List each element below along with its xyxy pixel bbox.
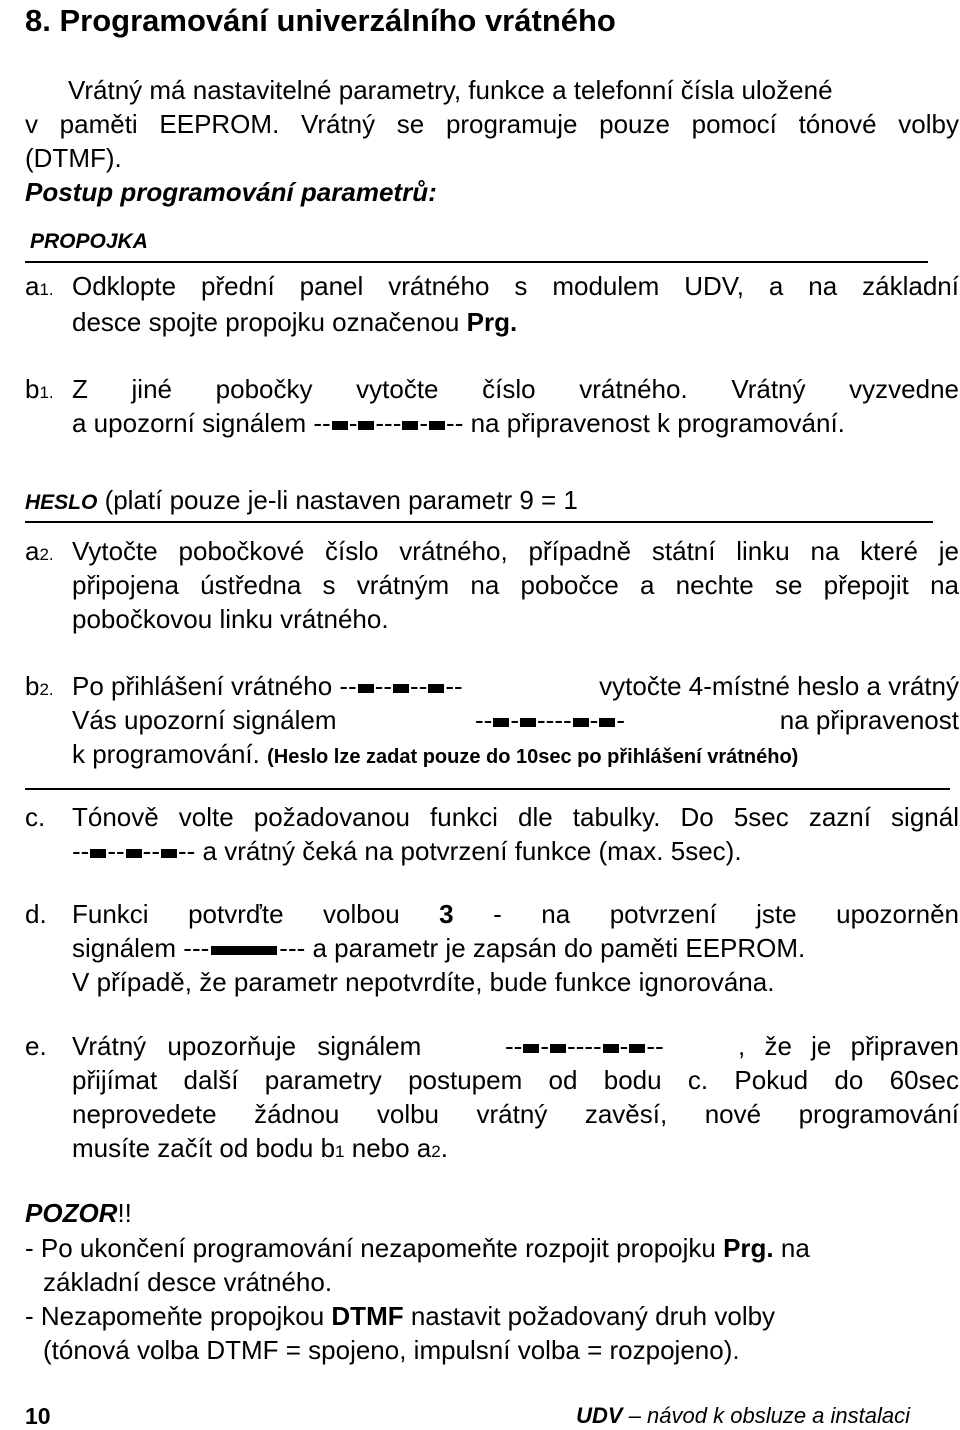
step-c-label: c.	[25, 802, 46, 832]
step-a2-line-1: Vytočte pobočkové číslo vrátného, případně státní linku na které je	[72, 536, 959, 566]
step-d-line-2: signálem --- --- a parametr je zapsán do paměti EEPROM.	[72, 933, 806, 963]
propojka-title: PROPOJKA	[30, 230, 148, 253]
step-a1-line-2: desce spojte propojku označenou Prg.	[72, 307, 518, 337]
pozor-item-2: - Nezapomeňte propojkou DTMF nastavit požadovaný druh volby	[25, 1301, 776, 1331]
page-number: 10	[25, 1403, 51, 1429]
step-d-label: d.	[25, 899, 47, 929]
signal-pattern: -- - --- - --	[313, 408, 464, 438]
heslo-rule	[25, 521, 933, 523]
signal-pattern: -- -- -- --	[72, 836, 196, 866]
page-title: 8. Programování univerzálního vrátného	[25, 3, 616, 38]
intro-line-1: Vrátný má nastavitelné parametry, funkce a telefonní čísla uložené	[68, 75, 833, 105]
step-a1-line-1: Odklopte přední panel vrátného s modulem UDV, a na základní	[72, 271, 959, 301]
heslo-title: HESLO (platí pouze je-li nastaven parametr 9 = 1	[25, 485, 578, 515]
step-a1-label: a1.	[25, 271, 54, 301]
propojka-rule	[25, 261, 928, 263]
step-b2-line-1: Po přihlášení vrátného -- -- -- --	[72, 671, 463, 701]
pozor-item-1-line-2: základní desce vrátného.	[43, 1267, 333, 1297]
signal-pattern: -- - ---- - -	[475, 705, 625, 735]
signal-pattern: -- -- -- --	[339, 671, 463, 701]
step-a2-line-3: pobočkovou linku vrátného.	[72, 604, 389, 634]
step-c-line-2: -- -- -- -- a vrátný čeká na potvrzení funkce (max. 5sec).	[72, 836, 742, 866]
step-b1-line-1: Z jiné pobočky vytočte číslo vrátného. Vrátný vyzvedne	[72, 374, 959, 404]
step-b2-line-3: k programování. (Heslo lze zadat pouze do 10sec po přihlášení vrátného)	[72, 739, 799, 769]
step-b2-line-2: Vás upozorní signálem	[72, 705, 337, 735]
step-b2-label: b2.	[25, 671, 54, 701]
pozor-item-2-line-2: (tónová volba DTMF = spojeno, impulsní volba = rozpojeno).	[43, 1335, 740, 1365]
signal-pattern: --- ---	[183, 933, 306, 963]
step-b1-label: b1.	[25, 374, 54, 404]
step-e-label: e.	[25, 1031, 47, 1061]
step-b2-line-2-end: na připravenost	[779, 705, 959, 735]
step-d-line-1: Funkci potvrďte volbou 3 - na potvrzení jste upozorněn	[72, 899, 959, 929]
footer-title: UDV – návod k obsluze a instalaci	[576, 1403, 910, 1428]
step-c-line-1: Tónově volte požadovanou funkci dle tabulky. Do 5sec zazní signál	[72, 802, 959, 832]
postup-title: Postup programování parametrů:	[25, 177, 437, 207]
heslo-end-rule	[25, 788, 950, 790]
signal-pattern: -- - ---- - --	[505, 1031, 664, 1061]
step-b2-line-1-end: vytočte 4-místné heslo a vrátný	[599, 671, 959, 701]
step-b1-line-2: a upozorní signálem -- - --- - -- na připravenost k programování.	[72, 408, 845, 438]
step-d-line-3: V případě, že parametr nepotvrdíte, bude funkce ignorována.	[72, 967, 775, 997]
step-e-line-1: Vrátný upozorňuje signálem	[72, 1031, 422, 1061]
pozor-title: POZOR!!	[25, 1198, 132, 1228]
pozor-item-1: - Po ukončení programování nezapomeňte rozpojit propojku Prg. na	[25, 1233, 810, 1263]
step-e-line-4: musíte začít od bodu b1 nebo a2.	[72, 1133, 448, 1163]
intro-line-3: (DTMF).	[25, 143, 122, 173]
step-e-line-2: přijímat další parametry postupem od bodu c. Pokud do 60sec	[72, 1065, 959, 1095]
step-e-line-3: neprovedete žádnou volbu vrátný zavěsí, nové programování	[72, 1099, 959, 1129]
step-e-line-1-end: , že je připraven	[738, 1031, 959, 1061]
step-a2-label: a2.	[25, 536, 54, 566]
intro-line-2: v paměti EEPROM. Vrátný se programuje pouze pomocí tónové volby	[25, 109, 959, 139]
step-a2-line-2: připojena ústředna s vrátným na pobočce a nechte se přepojit na	[72, 570, 959, 600]
